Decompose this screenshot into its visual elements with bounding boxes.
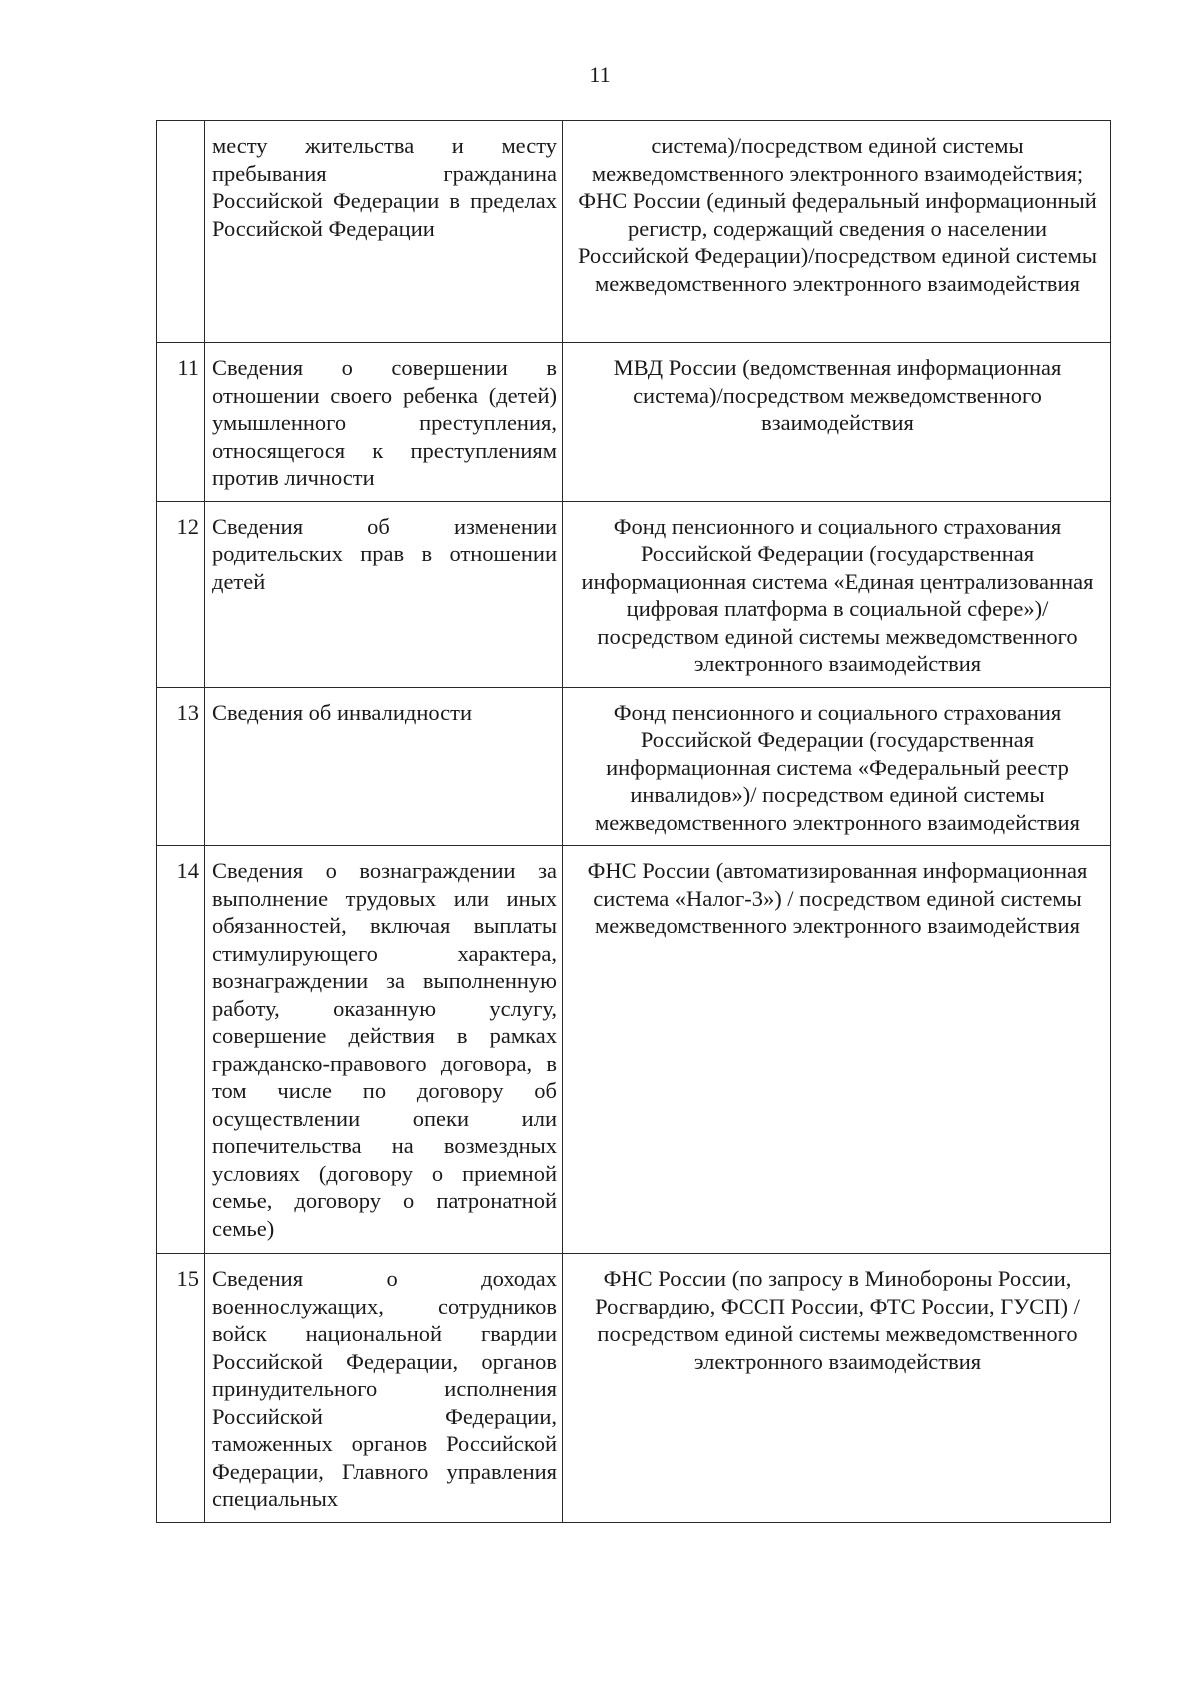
row-number: 15 [157,1254,205,1523]
row-number: 14 [157,846,205,1254]
page-number: 11 [589,62,611,87]
info-description: Сведения об изменении родительских прав в отношении детей [205,501,563,687]
info-description: Сведения об инвалидности [205,687,563,846]
info-source: Фонд пенсионного и социального страхования Российской Федерации (государственная информационная система «Единая централизованная цифровая платформа в социальной сфере»)/посредством единой системы межведомственного электронного взаимодействия [563,501,1111,687]
info-source: Фонд пенсионного и социального страхования Российской Федерации (государственная информационная система «Федеральный реестр инвалидов»)/ посредством единой системы межведомственного электронного взаимодействия [563,687,1111,846]
table-row [157,121,1111,343]
row-number: 12 [157,501,205,687]
info-description: Сведения о вознаграждении за выполнение трудовых или иных обязанностей, включая выплаты стимулирующего характера, вознаграждении за выполненную работу, оказанную услугу, совершение действия в рамках гражданско-правового договора, в том числе по договору об осуществлении опеки или попечительства на возмездных условиях (договору о приемной семье, договору о патронатной семье) [205,846,563,1254]
info-description: месту жительства и месту пребывания гражданина Российской Федерации в пределах Российской Федерации [205,121,563,343]
table-row [157,687,1111,846]
table-row [157,343,1111,502]
info-description: Сведения о доходах военнослужащих, сотрудников войск национальной гвардии Российской Федерации, органов принудительного исполнения Российской Федерации, таможенных органов Российской Федерации, Главного управления специальных [205,1254,563,1523]
info-source: ФНС России (по запросу в Минобороны России, Росгвардию, ФССП России, ФТС России, ГУСП) / посредством единой системы межведомственного электронного взаимодействия [563,1254,1111,1523]
row-number [157,121,205,343]
info-source: МВД России (ведомственная информационная система)/посредством межведомственного взаимодействия [563,343,1111,502]
table-row [157,846,1111,1254]
data-sources-table [156,120,1111,1523]
info-source: система)/посредством единой системы межведомственного электронного взаимодействия; ФНС России (единый федеральный информационный регистр, содержащий сведения о населении Российской Федерации)/посредством единой системы межведомственного электронного взаимодействия [563,121,1111,343]
row-number: 11 [157,343,205,502]
table-row [157,1254,1111,1523]
info-description: Сведения о совершении в отношении своего ребенка (детей) умышленного преступления, относящегося к преступлениям против личности [205,343,563,502]
table-row [157,501,1111,687]
info-source: ФНС России (автоматизированная информационная система «Налог-3») / посредством единой системы межведомственного электронного взаимодействия [563,846,1111,1254]
row-number: 13 [157,687,205,846]
